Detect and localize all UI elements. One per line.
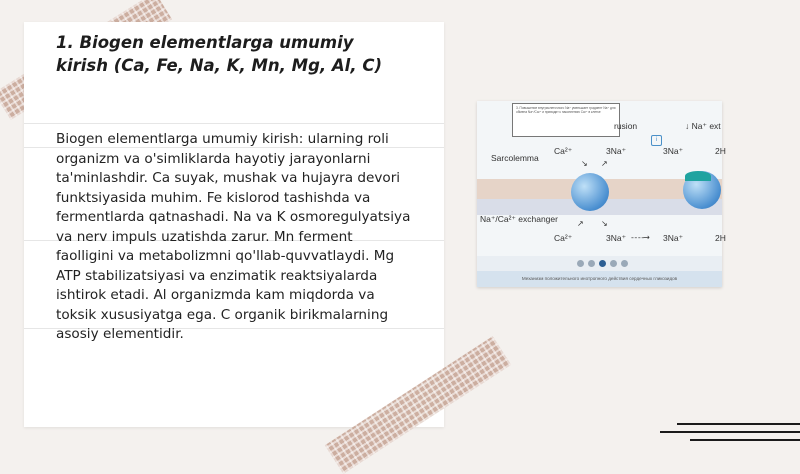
page-dot-icon[interactable] xyxy=(610,260,617,267)
exchanger-pump xyxy=(571,173,609,211)
label-sarcolemma: Sarcolemma xyxy=(491,153,539,163)
label-ca-top: Ca²⁺ xyxy=(554,146,573,156)
label-2h-top: 2H xyxy=(715,146,726,156)
label-2h-bottom: 2H xyxy=(715,233,726,243)
label-3na-top-2: 3Na⁺ xyxy=(663,146,684,156)
label-exchanger: Na⁺/Ca²⁺ exchanger xyxy=(480,214,558,224)
label-na-ext: ↓ Na⁺ ext xyxy=(685,121,721,131)
label-3na-bottom-2: 3Na⁺ xyxy=(663,233,684,243)
dashed-arrow-icon: - - - -→ xyxy=(631,233,649,242)
atpase-pump xyxy=(683,171,721,209)
arrow-down-icon: ↘ xyxy=(601,219,608,228)
decor-line xyxy=(690,439,800,441)
prev-icon[interactable] xyxy=(577,260,584,267)
decor-line xyxy=(677,423,800,425)
ion-exchange-figure xyxy=(477,101,726,287)
paper-rule xyxy=(24,123,444,124)
label-3na-top: 3Na⁺ xyxy=(606,146,627,156)
figure-plot-area xyxy=(477,101,726,256)
label-3na-bottom: 3Na⁺ xyxy=(606,233,627,243)
arrow-down-icon: ↘ xyxy=(581,159,588,168)
label-ca-bottom: Ca²⁺ xyxy=(554,233,573,243)
label-extrusion: rusion xyxy=(614,121,638,131)
page-dot-icon[interactable] xyxy=(588,260,595,267)
arrow-up-icon: ↗ xyxy=(577,219,584,228)
page-dot-active-icon[interactable] xyxy=(599,260,606,267)
figure-caption: Механизм положительного инотропного действия сердечных гликозидов xyxy=(477,271,722,287)
arrow-up-icon: ↗ xyxy=(601,159,608,168)
next-icon[interactable] xyxy=(621,260,628,267)
info-icon[interactable]: i xyxy=(651,135,662,146)
slide-title: 1. Biogen elementlarga umumiy kirish (Ca, Fe, Na, K, Mn, Mg, Al, C) xyxy=(56,33,382,75)
decor-line xyxy=(660,431,800,433)
figure-callout: 3. Повышение внутриклеточного Na⁺ уменьшает градиент Na⁺ для обмена Na⁺/Ca²⁺ и приводит к накоплению Ca²⁺ в клетке xyxy=(512,103,620,137)
slide-body-text: Biogen elementlarga umumiy kirish: ularning roli organizm va o'simliklarda hayotiy jarayonlarni ta'minlashdir. Ca suyak, mushak va hujayra devori funktsiyasida muhim. Fe kislorod tashishda va fermentlarda qatnashadi. Na va K osmoregulyatsiya va nerv impuls uzatishda zarur. Mn ferment faolligini va metabolizmni qo'llab-quvvatlaydi. Mg ATP stabilizatsiyasi va enzimatik reaktsiyalarda ishtirok etadi. Al organizmda kam miqdorda va toksik xususiyatga ega. C organik birikmalarning asosiy elementidir. xyxy=(56,131,411,342)
